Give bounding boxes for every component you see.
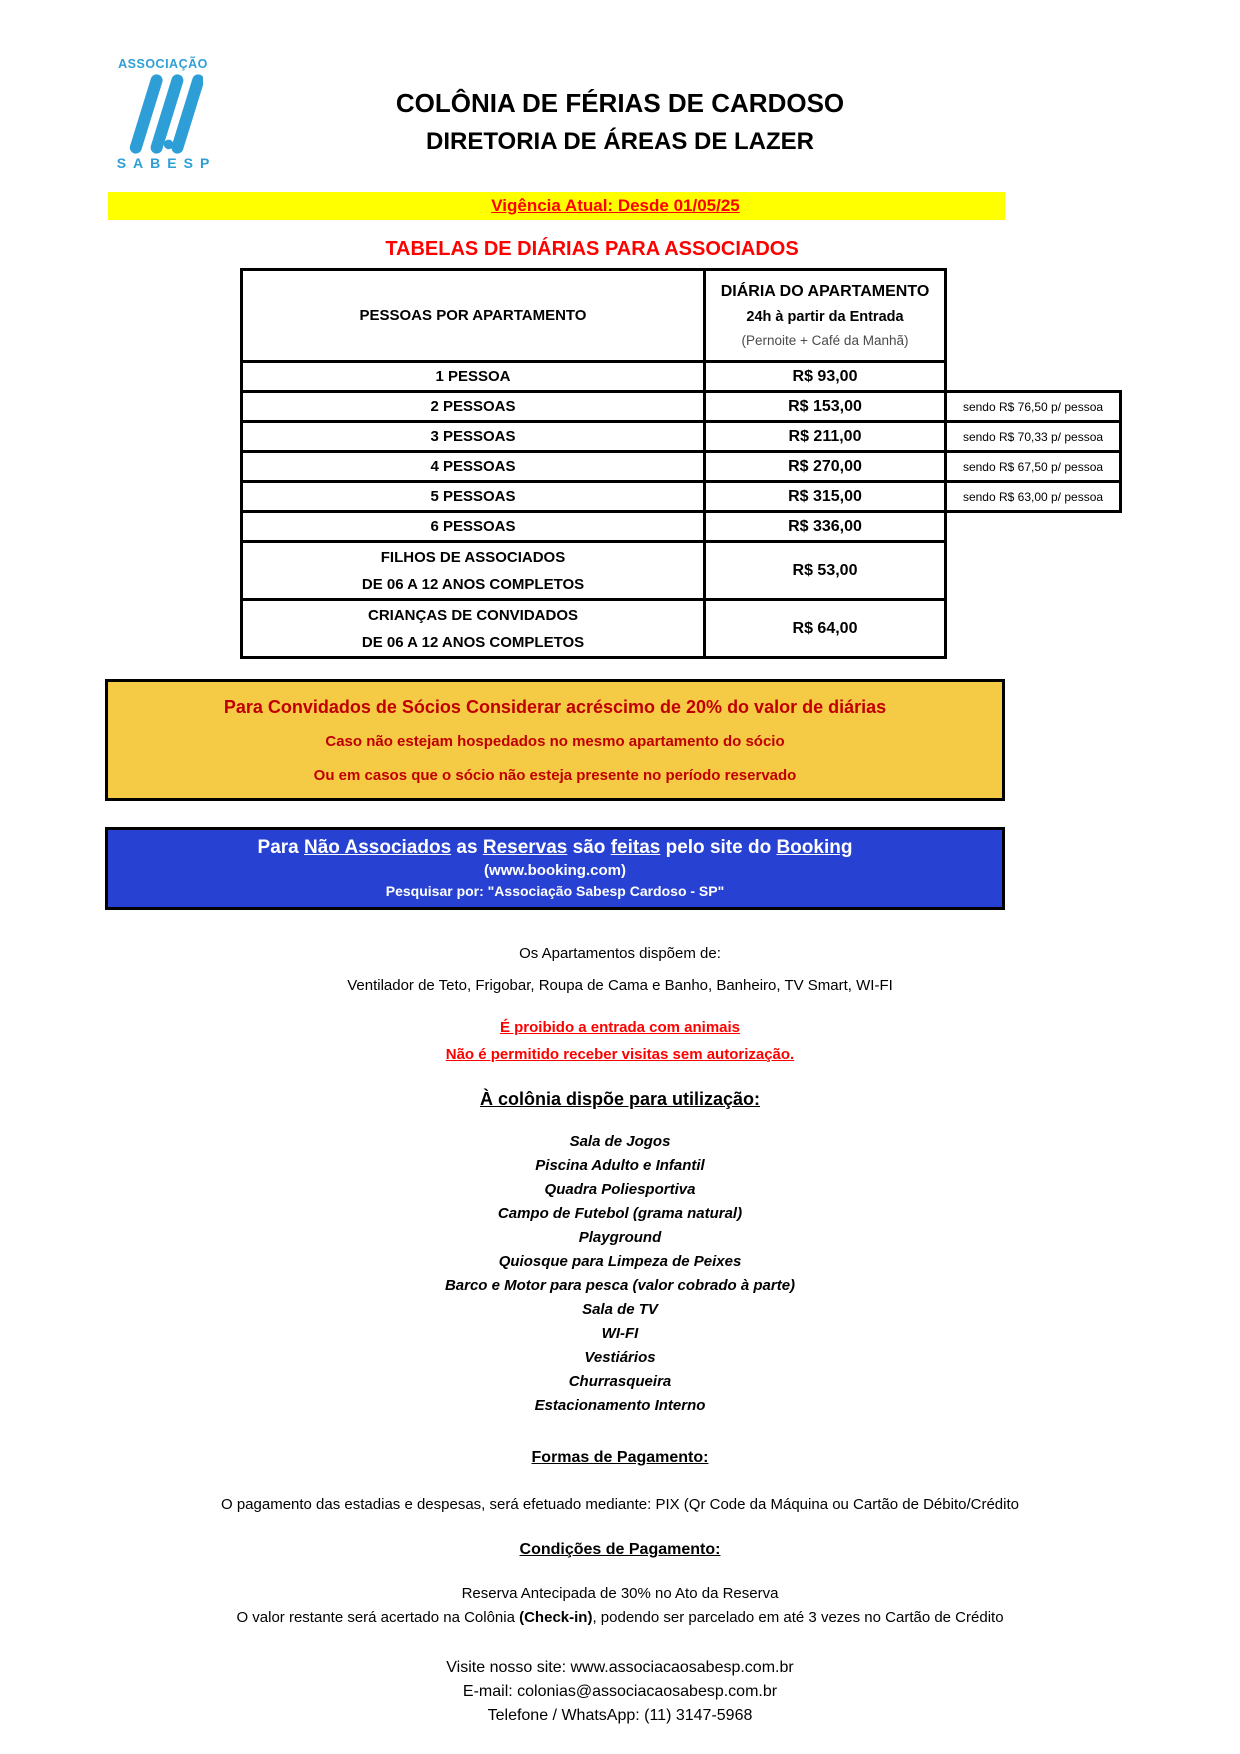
- amenities-title: À colônia dispõe para utilização:: [479, 1089, 761, 1109]
- row-label: 3 PESSOAS: [242, 422, 705, 452]
- no-visitors-warning: Não é permitido receber visitas sem autorização.: [445, 1046, 795, 1063]
- table-row: [242, 542, 1121, 600]
- rates-header-row: [242, 270, 1121, 362]
- amenities-list: [0, 1130, 1240, 1418]
- booking-notice-line1: Para Não Associados as Reservas são feitas pelo site do Booking: [257, 837, 853, 858]
- row-note: sendo R$ 76,50 p/ pessoa: [946, 392, 1121, 422]
- payment-methods-title: Formas de Pagamento:: [531, 1449, 709, 1466]
- amenity-item: Piscina Adulto e Infantil: [535, 1157, 705, 1174]
- info-section: [0, 945, 1240, 1728]
- row-price: R$ 336,00: [705, 512, 946, 542]
- no-animals-warning: É proibido a entrada com animais: [499, 1019, 741, 1036]
- sabesp-wordmark: SABESP: [116, 155, 217, 171]
- amenity-item: Playground: [578, 1229, 662, 1246]
- amenity-item: WI-FI: [601, 1325, 639, 1342]
- row-note: sendo R$ 70,33 p/ pessoa: [946, 422, 1121, 452]
- guest-surcharge-line2: Caso não estejam hospedados no mesmo apartamento do sócio: [325, 733, 785, 750]
- row-label: FILHOS DE ASSOCIADOS DE 06 A 12 ANOS COMPLETOS: [242, 542, 705, 600]
- header-price-line1: DIÁRIA DO APARTAMENTO: [720, 283, 930, 300]
- payment-methods-text: O pagamento das estadias e despesas, será efetuado mediante: PIX (Qr Code da Máquina ou Cartão de Débito/Crédito: [221, 1496, 1019, 1513]
- row-price: R$ 270,00: [705, 452, 946, 482]
- apartments-features: Ventilador de Teto, Frigobar, Roupa de Cama e Banho, Banheiro, TV Smart, WI-FI: [347, 977, 893, 994]
- row-price: R$ 93,00: [705, 362, 946, 392]
- row-label: 6 PESSOAS: [242, 512, 705, 542]
- table-row: [242, 392, 1121, 422]
- table-row: [242, 362, 1121, 392]
- row-label: 1 PESSOA: [242, 362, 705, 392]
- booking-search-hint: Pesquisar por: "Associação Sabesp Cardoso - SP": [385, 883, 725, 899]
- validity-text: Vigência Atual: Desde 01/05/25: [491, 196, 740, 215]
- row-price: R$ 153,00: [705, 392, 946, 422]
- row-label: 4 PESSOAS: [242, 452, 705, 482]
- table-row: [242, 482, 1121, 512]
- guest-surcharge-line1: Para Convidados de Sócios Considerar acréscimo de 20% do valor de diárias: [223, 697, 887, 717]
- row-price: R$ 211,00: [705, 422, 946, 452]
- row-price: R$ 315,00: [705, 482, 946, 512]
- payment-terms-title: Condições de Pagamento:: [519, 1541, 721, 1558]
- header-price-line3: (Pernoite + Café da Manhã): [741, 333, 909, 348]
- page-header: [0, 88, 1240, 156]
- guest-surcharge-notice: [105, 679, 1005, 801]
- page-subtitle: DIRETORIA DE ÁREAS DE LAZER: [425, 128, 815, 155]
- amenity-item: Quadra Poliesportiva: [544, 1181, 696, 1198]
- header-price-line2: 24h à partir da Entrada: [746, 309, 904, 325]
- footer-phone: Telefone / WhatsApp: (11) 3147-5968: [487, 1707, 753, 1724]
- rates-table-title: TABELAS DE DIÁRIAS PARA ASSOCIADOS: [385, 238, 799, 260]
- table-row: [242, 512, 1121, 542]
- row-note: sendo R$ 67,50 p/ pessoa: [946, 452, 1121, 482]
- amenity-item: Sala de TV: [582, 1301, 658, 1318]
- header-people: PESSOAS POR APARTAMENTO: [242, 270, 705, 362]
- amenity-item: Campo de Futebol (grama natural): [497, 1205, 743, 1222]
- header-price: [705, 270, 946, 362]
- row-price: R$ 53,00: [705, 542, 946, 600]
- page-title: COLÔNIA DE FÉRIAS DE CARDOSO: [395, 88, 845, 118]
- payment-terms-line1: Reserva Antecipada de 30% no Ato da Reserva: [461, 1585, 779, 1602]
- booking-notice: [105, 827, 1005, 910]
- table-row: [242, 452, 1121, 482]
- row-label: CRIANÇAS DE CONVIDADOS DE 06 A 12 ANOS COMPLETOS: [242, 600, 705, 658]
- payment-terms-line2: O valor restante será acertado na Colônia (Check-in), podendo ser parcelado em até 3 vezes no Cartão de Crédito: [236, 1609, 1004, 1626]
- footer-email: E-mail: colonias@associacaosabesp.com.br: [462, 1683, 778, 1700]
- validity-banner: [108, 192, 1005, 220]
- amenity-item: Sala de Jogos: [569, 1133, 671, 1150]
- row-label: 5 PESSOAS: [242, 482, 705, 512]
- amenity-item: Estacionamento Interno: [534, 1397, 706, 1414]
- row-note: sendo R$ 63,00 p/ pessoa: [946, 482, 1121, 512]
- footer-site: Visite nosso site: www.associacaosabesp.com.br: [446, 1659, 794, 1676]
- booking-url: (www.booking.com): [484, 862, 626, 879]
- row-price: R$ 64,00: [705, 600, 946, 658]
- table-row: [242, 422, 1121, 452]
- amenity-item: Churrasqueira: [568, 1373, 672, 1390]
- amenity-item: Quiosque para Limpeza de Peixes: [498, 1253, 742, 1270]
- row-label: 2 PESSOAS: [242, 392, 705, 422]
- amenity-item: Vestiários: [584, 1349, 656, 1366]
- rates-table: [240, 268, 1122, 659]
- table-row: [242, 600, 1121, 658]
- apartments-intro: Os Apartamentos dispõem de:: [519, 945, 721, 962]
- amenity-item: Barco e Motor para pesca (valor cobrado à parte): [444, 1277, 796, 1294]
- guest-surcharge-line3: Ou em casos que o sócio não esteja presente no período reservado: [313, 767, 797, 784]
- association-wordmark: ASSOCIAÇÃO: [118, 57, 208, 71]
